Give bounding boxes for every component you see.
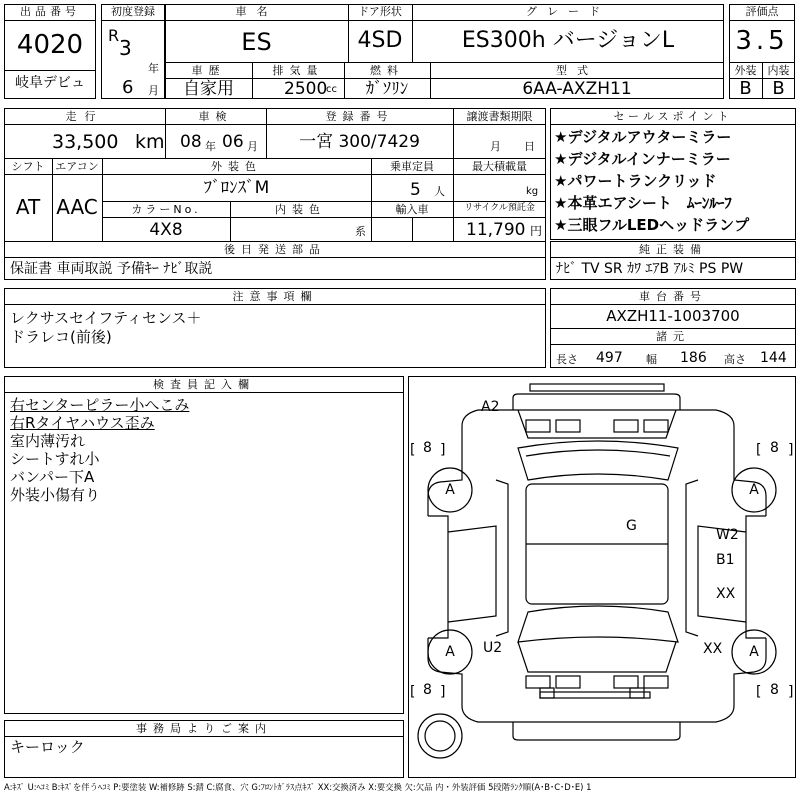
lot-number-label: 出品番号: [20, 5, 80, 18]
svg-text:[: [: [410, 442, 416, 458]
damage-mark-g: G: [626, 518, 637, 534]
equipment-label: 純正装備: [639, 243, 707, 256]
model-code: 6AA-AXZH11: [522, 79, 632, 99]
exterior-label: 外装: [734, 64, 757, 77]
chassis-label: 車台番号: [639, 290, 707, 303]
load-label: 最大積載量: [472, 160, 527, 173]
inspection-label: 車検: [198, 110, 233, 123]
sales-points-label: セールスポイント: [613, 110, 733, 123]
later-parts-label: 後日発送部品: [224, 243, 326, 256]
transfer-month-unit: 月: [490, 140, 501, 153]
air-conditioner: AAC: [56, 195, 98, 219]
damage-mark-u2: U2: [483, 640, 503, 656]
width-label: 幅: [646, 353, 657, 366]
int-color-label: 内装色: [275, 203, 326, 216]
auction-venue: 岐阜デビュ: [15, 75, 85, 91]
plate-number: 一宮 300/7429: [299, 132, 420, 152]
overall-score: 3.5: [735, 26, 789, 56]
import-label: 輸入車: [395, 203, 429, 216]
color-number: 4X8: [149, 220, 183, 240]
displacement: 2500: [284, 79, 328, 99]
damage-mark-b1: B1: [716, 552, 735, 568]
equipment-list: ﾅﾋﾞ TV SR ｶﾜ ｴｱB ｱﾙﾐ PS PW: [556, 261, 744, 277]
note-line: ドラレコ(前後): [10, 328, 112, 346]
transfer-day-unit: 日: [524, 140, 535, 153]
chassis-number: AXZH11-1003700: [606, 307, 740, 325]
int-color-unit: 系: [355, 225, 366, 238]
office-note: キーロック: [10, 738, 85, 756]
year-unit: 年: [148, 62, 159, 75]
inspection-month: 06: [222, 132, 244, 152]
capacity-unit: 人: [434, 185, 445, 198]
exterior-grade: B: [739, 78, 752, 99]
capacity-label: 乗車定員: [390, 160, 434, 173]
fuel-type: ｶﾞｿﾘﾝ: [365, 79, 409, 99]
inspector-label: 検査員記入欄: [153, 378, 255, 391]
vehicle-history: 自家用: [183, 79, 234, 99]
displacement-label: 排気量: [272, 64, 324, 77]
mileage-unit: km: [135, 131, 165, 153]
height-label: 高さ: [724, 353, 746, 366]
svg-text:[: [: [756, 442, 762, 458]
length: 497: [596, 350, 623, 366]
displacement-unit: cc: [326, 84, 337, 95]
sales-point: ★三眼フルLEDヘッドランプ: [554, 216, 750, 234]
shift-label: シフト: [11, 160, 45, 173]
transfer-label: 譲渡書類期限: [466, 110, 533, 123]
registration-year: 3: [119, 36, 132, 60]
damage-mark-a2: A2: [481, 399, 500, 415]
svg-text:]: ]: [788, 442, 794, 458]
plate-label: 登録番号: [325, 110, 394, 123]
recycle-deposit: 11,790: [466, 220, 526, 240]
width: 186: [680, 350, 707, 366]
svg-text:[: [: [756, 684, 762, 700]
damage-mark-w2: W2: [716, 527, 739, 543]
month-unit: 月: [148, 84, 159, 97]
sales-point: ★デジタルアウターミラー: [554, 128, 732, 146]
lot-number: 4020: [16, 30, 84, 60]
inspection-year: 08: [180, 132, 202, 152]
grade: ES300h バージョンL: [461, 28, 675, 53]
inspector-line: 右センターピラー小へこみ: [10, 396, 190, 414]
svg-text:[: [: [410, 684, 416, 700]
color-no-label: カラーNo.: [131, 203, 201, 216]
note-line: レクサスセイフティセンス＋: [10, 309, 202, 327]
recycle-label: リサイクル預託金: [464, 203, 535, 213]
height: 144: [760, 350, 787, 366]
later-parts: 保証書 車両取説 予備ｷｰ ﾅﾋﾞ取説: [10, 261, 213, 277]
model-name-label: 車名: [235, 5, 278, 18]
door-type-label: ドア形状: [358, 5, 402, 18]
sales-point: ★デジタルインナーミラー: [554, 150, 731, 168]
notes-label: 注意事項欄: [232, 290, 318, 303]
tread-depth-fl: 8: [423, 440, 432, 456]
inspector-line: 室内薄汚れ: [10, 432, 86, 450]
load-unit: kg: [526, 186, 539, 197]
sales-point: ★パワートランクリッド: [554, 172, 717, 190]
capacity: 5: [410, 180, 421, 200]
grade-label: グレード: [526, 5, 610, 18]
first-registration-label: 初度登録: [111, 5, 155, 18]
shift: AT: [15, 195, 41, 219]
ext-color: ﾌﾞﾛﾝｽﾞM: [203, 178, 270, 198]
damage-mark-a-front-left: A: [445, 482, 455, 498]
mileage-label: 走行: [65, 110, 104, 123]
interior-grade: B: [772, 78, 785, 99]
recycle-unit: 円: [530, 224, 543, 238]
tread-depth-rr: 8: [770, 682, 779, 698]
sales-point: ★本革エアシート ﾑｰﾝﾙｰﾌ: [554, 194, 732, 212]
ac-label: エアコン: [55, 160, 99, 173]
car-diagram: [408, 376, 796, 778]
inspector-line: シートすれ小: [10, 450, 100, 468]
tread-depth-rl: 8: [423, 682, 432, 698]
inspector-line: バンパー下A: [10, 468, 95, 486]
damage-mark-a-rear-right: A: [749, 644, 759, 660]
inspector-line: 右Rタイヤハウス歪み: [10, 414, 155, 432]
history-label: 車歴: [191, 64, 226, 77]
mileage: 33,500: [52, 131, 119, 153]
inspector-line: 外装小傷有り: [10, 486, 101, 504]
ext-color-label: 外装色: [211, 160, 262, 173]
svg-text:]: ]: [788, 684, 794, 700]
fuel-label: 燃料: [370, 64, 404, 77]
tread-depth-fr: 8: [770, 440, 779, 456]
damage-mark-a-rear-left: A: [445, 644, 455, 660]
svg-text:]: ]: [440, 684, 446, 700]
length-label: 長さ: [556, 353, 578, 366]
office-label: 事務局よりご案内: [136, 722, 272, 735]
door-type: 4SD: [357, 28, 403, 53]
registration-month: 6: [122, 77, 134, 98]
dimensions-label: 諸元: [656, 330, 690, 343]
svg-text:]: ]: [440, 442, 446, 458]
damage-legend: A:ｷｽﾞ U:ﾍｺﾐ B:ｷｽﾞを伴うﾍｺﾐ P:要塗装 W:補修跡 S:錆 C:腐食、穴 G:ﾌﾛﾝﾄｶﾞﾗｽ点ｷｽﾞ XX:交換済み X:要交換 欠:欠品 内・外装評価 5段階ﾗﾝｸ順(A･B･C･D･E) 1: [4, 783, 592, 792]
damage-mark-xx-right-rear: XX: [703, 641, 723, 657]
interior-label: 内装: [767, 64, 790, 77]
inspection-year-unit: 年: [205, 140, 216, 153]
score-label: 評価点: [745, 5, 779, 18]
model-code-label: 型式: [556, 64, 598, 77]
inspection-month-unit: 月: [247, 140, 258, 153]
registration-era: R: [108, 26, 120, 45]
model-name: ES: [241, 28, 272, 56]
damage-mark-a-front-right: A: [749, 482, 759, 498]
damage-mark-xx-right-center: XX: [716, 586, 736, 602]
